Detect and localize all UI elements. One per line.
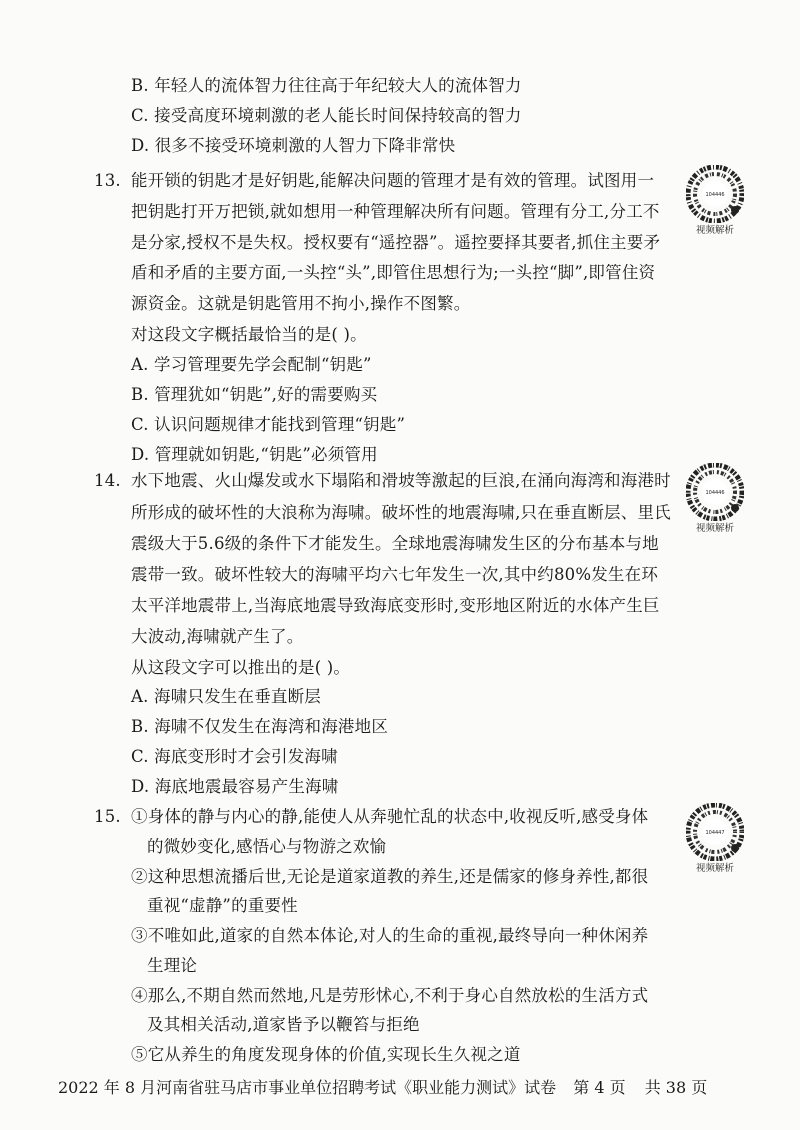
page-footer: [58, 1077, 707, 1099]
q13-passage-line: 源资金。这就是钥匙管用不拘小,操作不图繁。: [131, 294, 471, 313]
q14-passage-line: 震级大于5.6级的条件下才能发生。全球地震海啸发生区的分布基本与地: [131, 534, 659, 553]
q15-sentence-line: 重视“虚静”的重要性: [147, 896, 298, 915]
q13-number: 13.: [94, 171, 121, 190]
qr-code-icon: [686, 803, 744, 861]
qr-code-icon: [686, 463, 744, 521]
q15-sentence-line: 的微妙变化,感悟心与物游之欢愉: [147, 837, 387, 856]
q14-passage-line: 太平洋地震带上,当海底地震导致海底变形时,变形地区附近的水体产生巨: [131, 596, 660, 615]
q13-passage-line: 是分家,授权不是失权。授权要有“遥控器”。遥控要择其要者,抓住主要矛: [131, 233, 661, 252]
q15-sentence-line: 及其相关活动,道家皆予以鞭笞与拒绝: [147, 1015, 420, 1034]
q12-option-c: C. 接受高度环境刺激的老人能长时间保持较高的智力: [131, 106, 522, 125]
q14-option-b: B. 海啸不仅发生在海湾和海港地区: [131, 717, 389, 736]
q12-option-b: B. 年轻人的流体智力往往高于年纪较大人的流体智力: [131, 76, 522, 95]
q15-video-qr[interactable]: [680, 803, 750, 875]
footer-page-number: 第 4 页: [573, 1078, 626, 1097]
qr-caption: 视频解析: [695, 523, 734, 534]
q13-question: 对这段文字概括最恰当的是( )。: [131, 325, 367, 344]
q15-sentence-line: ⑤它从养生的角度发现身体的价值,实现长生久视之道: [131, 1045, 521, 1064]
q14-passage-line: 震带一致。破坏性较大的海啸平均六七年发生一次,其中约80%发生在环: [131, 565, 659, 584]
q13-passage-line: 把钥匙打开万把锁,就如想用一种管理解决所有问题。管理有分工,分工不: [131, 202, 660, 221]
q15-sentence-line: ④那么,不期自然而然地,凡是劳形怵心,不利于身心自然放松的生活方式: [131, 986, 649, 1005]
q13-option-b: B. 管理犹如“钥匙”,好的需要购买: [131, 385, 378, 404]
q13-option-d: D. 管理就如钥匙,“钥匙”必须管用: [131, 445, 378, 464]
svg-text:104446: 104446: [705, 490, 725, 496]
q14-passage-line: 水下地震、火山爆发或水下塌陷和滑坡等激起的巨浪,在涌向海湾和海港时: [131, 471, 671, 490]
qr-code-icon: [686, 165, 744, 223]
q14-video-qr[interactable]: [680, 463, 750, 535]
svg-text:104446: 104446: [705, 192, 725, 198]
q15-sentence-line: ②这种思想流播后世,无论是道家道教的养生,还是儒家的修身养性,都很: [131, 867, 649, 886]
q13-passage-line: 盾和矛盾的主要方面,一头控“头”,即管住思想行为;一头控“脚”,即管住资: [131, 263, 656, 282]
q12-option-d: D. 很多不接受环境刺激的人智力下降非常快: [131, 136, 456, 155]
footer-total-pages: 共 38 页: [644, 1078, 708, 1097]
q15-sentence-line: ①身体的静与内心的静,能使人从奔驰忙乱的状态中,收视反听,感受身体: [131, 807, 649, 826]
q13-option-a: A. 学习管理要先学会配制“钥匙”: [131, 355, 372, 374]
qr-caption: 视频解析: [695, 863, 734, 874]
q13-passage-line: 能开锁的钥匙才是好钥匙,能解决问题的管理才是有效的管理。试图用一: [131, 171, 655, 190]
q14-passage-line: 所形成的破坏性的大浪称为海啸。破坏性的地震海啸,只在垂直断层、里氏: [131, 503, 671, 522]
q14-option-d: D. 海底地震最容易产生海啸: [131, 777, 339, 796]
footer-exam-title: 2022 年 8 月河南省驻马店市事业单位招聘考试《职业能力测试》试卷: [58, 1078, 557, 1097]
q15-sentence-line: 生理论: [147, 956, 198, 975]
q15-sentence-line: ③不唯如此,道家的自然本体论,对人的生命的重视,最终导向一种休闲养: [131, 926, 649, 945]
qr-caption: 视频解析: [695, 225, 734, 236]
q13-option-c: C. 认识问题规律才能找到管理“钥匙”: [131, 415, 406, 434]
q14-passage-line: 大波动,海啸就产生了。: [131, 627, 304, 646]
q14-question: 从这段文字可以推出的是( )。: [131, 658, 351, 677]
q14-option-a: A. 海啸只发生在垂直断层: [131, 687, 322, 706]
q14-option-c: C. 海底变形时才会引发海啸: [131, 747, 338, 766]
q14-number: 14.: [94, 471, 121, 490]
svg-text:104447: 104447: [705, 830, 725, 836]
q15-number: 15.: [94, 807, 121, 826]
q13-video-qr[interactable]: [680, 165, 750, 237]
